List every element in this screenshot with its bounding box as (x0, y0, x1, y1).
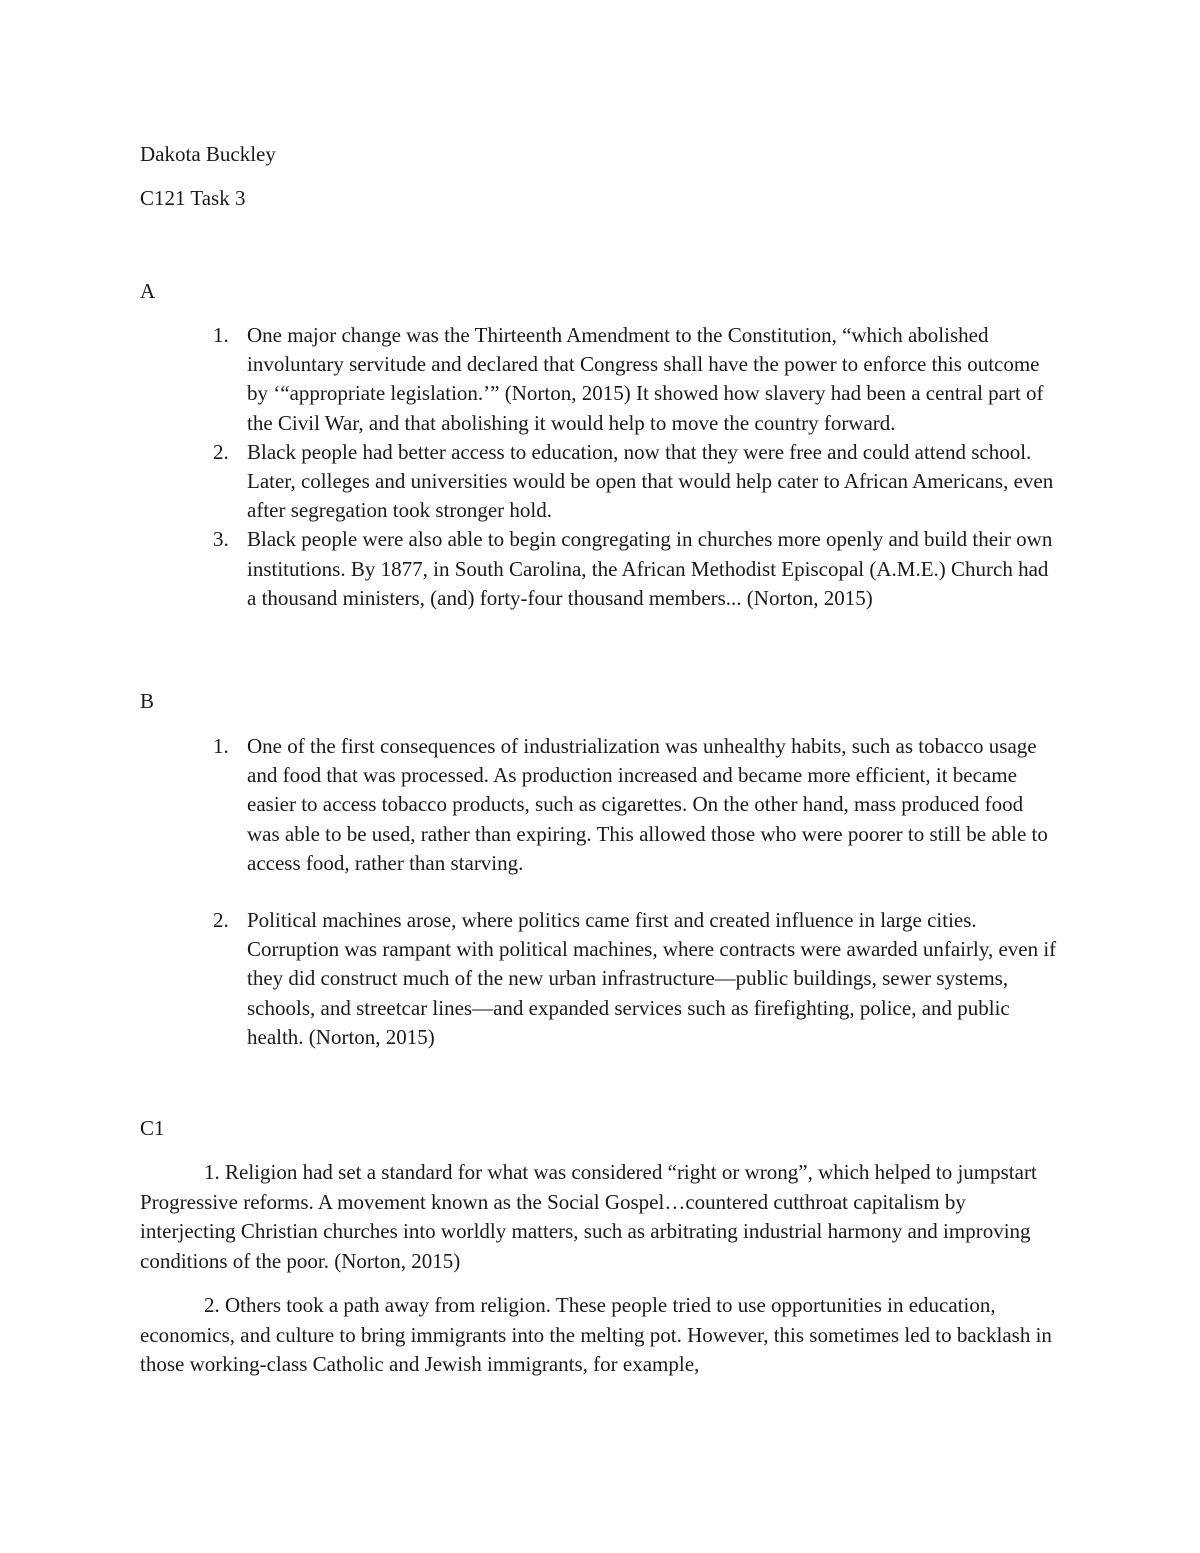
c1-paragraph-2: 2. Others took a path away from religion. These people tried to use opportunities in education, economics, and culture to bring immigrants into the melting pot. However, this sometimes led to backlash in those working-class Catholic and Jewish immigrants, for example, (140, 1293, 1052, 1376)
list-item-text: One of the first consequences of industrialization was unhealthy habits, such as tobacco usage and food that was processed. As production increased and became more efficient, it became easier to access tobacco products, such as cigarettes. On the other hand, mass produced food was able to be used, rather than expiring. This allowed those who were poorer to still be able to access food, rather than starving. (247, 734, 1048, 875)
list-item-text: Political machines arose, where politics came first and created influence in large cities. Corruption was rampant with political machines, where contracts were awarded unfairly, even if they did construct much of the new urban infrastructure—public buildings, sewer systems, schools, and streetcar lines—and expanded services such as firefighting, police, and public health. (Norton, 2015) (247, 908, 1057, 1049)
list-number: 1. (213, 734, 229, 758)
list-item (140, 525, 1060, 613)
list-number: 2. (213, 908, 229, 933)
author-name: Dakota Buckley (140, 142, 276, 166)
list-item (140, 438, 1060, 526)
section-a-heading: A (140, 279, 156, 303)
list-number: 3. (213, 527, 229, 552)
list-number: 1. (213, 323, 229, 347)
list-item-text: One major change was the Thirteenth Amendment to the Constitution, “which abolished involuntary servitude and declared that Congress shall have the power to enforce this outcome by ‘“appropriate legislation.’” (Norton, 2015) It showed how slavery had been a central part of the Civil War, and that abolishing it would help to move the country forward. (247, 323, 1044, 435)
section-b-heading: B (140, 689, 155, 713)
section-a-list (140, 321, 1060, 613)
list-item (140, 906, 1060, 1052)
section-b-list (140, 732, 1060, 1052)
course-task-title: C121 Task 3 (140, 186, 246, 210)
c1-paragraph-1: 1. Religion had set a standard for what was considered “right or wrong”, which helped to jumpstart Progressive reforms. A movement known as the Social Gospel…countered cutthroat capitalism by interjecting Christian churches into worldly matters, such as arbitrating industrial harmony and improving conditions of the poor. (Norton, 2015) (140, 1160, 1037, 1273)
list-item-text: Black people were also able to begin congregating in churches more openly and build their own institutions. By 1877, in South Carolina, the African Methodist Episcopal (A.M.E.) Church had a thousand ministers, (and) forty-four thousand members... (Norton, 2015) (247, 527, 1053, 610)
section-c1-heading: C1 (140, 1116, 165, 1140)
list-item (140, 321, 1060, 438)
list-number: 2. (213, 439, 229, 464)
list-item-text: Black people had better access to education, now that they were free and could attend school. Later, colleges and universities would be open that would help cater to African Americans, even after segregation took stronger hold. (247, 439, 1054, 523)
list-item (140, 732, 1060, 878)
